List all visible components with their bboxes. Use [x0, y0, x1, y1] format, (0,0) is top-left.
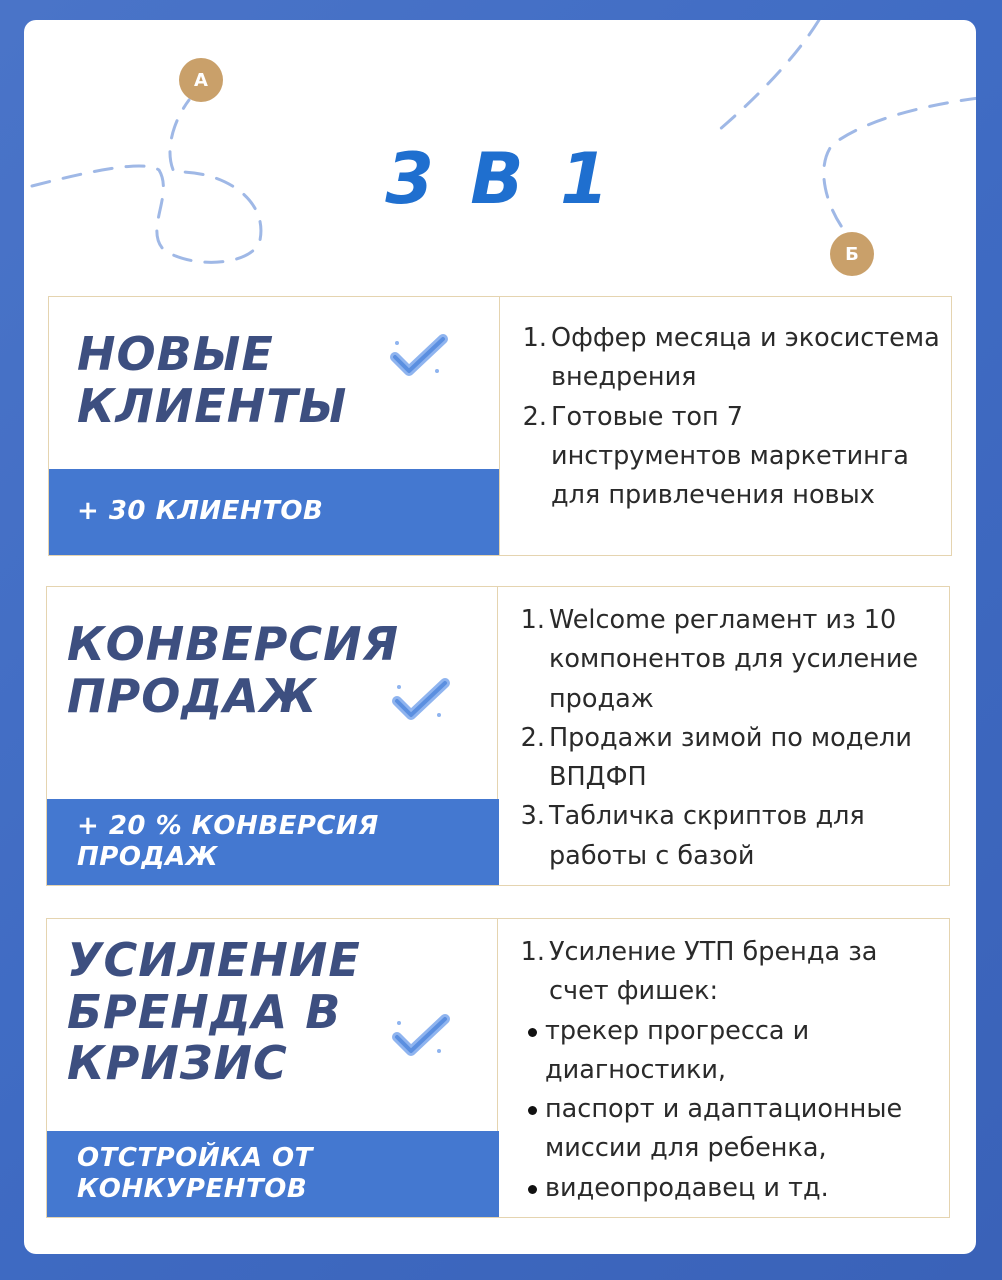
section-details: [499, 587, 949, 885]
section-title: НОВЫЕ КЛИЕНТЫ: [77, 327, 348, 433]
section-new-clients: [48, 296, 952, 556]
item-number: 1.: [520, 937, 545, 967]
section-title: УСИЛЕНИЕ БРЕНДА В КРИЗИС: [67, 933, 361, 1091]
list-item: [519, 933, 939, 1012]
checkmark-icon: [391, 675, 453, 725]
item-text: Оффер месяца и экосистема внедрения: [551, 323, 940, 393]
bullet-icon: [519, 1090, 545, 1169]
item-number: 2.: [522, 401, 547, 432]
section-left-panel: [49, 297, 500, 555]
bullet-list: [519, 1012, 939, 1208]
bullet-item: [519, 1090, 939, 1169]
item-text: Welcome регламент из 10 компонентов для усиление продаж: [549, 605, 919, 714]
result-band: + 30 КЛИЕНТОВ: [49, 469, 499, 555]
details-list: [519, 601, 939, 876]
result-band: + 20 % КОНВЕРСИЯ ПРОДАЖ: [47, 799, 499, 885]
section-details: [499, 919, 949, 1217]
bullet-icon: [519, 1012, 545, 1091]
section-sales-conversion: [46, 586, 950, 886]
infographic-card: [24, 20, 976, 1254]
item-text: Усиление УТП бренда за счет фишек:: [549, 937, 878, 1007]
item-text: трекер прогресса и диагностики,: [545, 1015, 810, 1085]
item-number: 3.: [520, 801, 545, 832]
item-text: видеопродавец и тд.: [545, 1172, 829, 1203]
item-number: 2.: [520, 722, 545, 753]
bullet-icon: [519, 1169, 545, 1208]
section-brand-strength: [46, 918, 950, 1218]
list-item: [521, 398, 941, 516]
marker-a: А: [179, 58, 223, 102]
checkmark-icon: [389, 331, 451, 381]
item-text: Готовые топ 7 инструментов маркетинга для привлечения новых: [551, 401, 909, 511]
list-item: [519, 601, 939, 719]
section-details: [501, 297, 951, 555]
item-text: Табличка скриптов для работы с базой: [549, 801, 865, 871]
section-left-panel: [47, 587, 498, 885]
section-title: КОНВЕРСИЯ ПРОДАЖ: [67, 617, 400, 723]
list-item: [521, 319, 941, 398]
result-band: ОТСТРОЙКА ОТ КОНКУРЕНТОВ: [47, 1131, 499, 1217]
bullet-item: [519, 1012, 939, 1091]
item-number: 1.: [522, 323, 547, 353]
marker-b: Б: [830, 232, 874, 276]
item-text: Продажи зимой по модели ВПДФП: [549, 722, 912, 793]
details-list: [519, 933, 939, 1012]
list-item: [519, 797, 939, 876]
page-title: 3 В 1: [385, 138, 615, 220]
checkmark-icon: [391, 1011, 453, 1061]
item-text: паспорт и адаптационные миссии для ребенка,: [545, 1094, 903, 1164]
list-item: [519, 719, 939, 798]
section-left-panel: [47, 919, 498, 1217]
details-list: [521, 319, 941, 515]
item-number: 1.: [520, 605, 545, 635]
bullet-item: [519, 1169, 939, 1208]
